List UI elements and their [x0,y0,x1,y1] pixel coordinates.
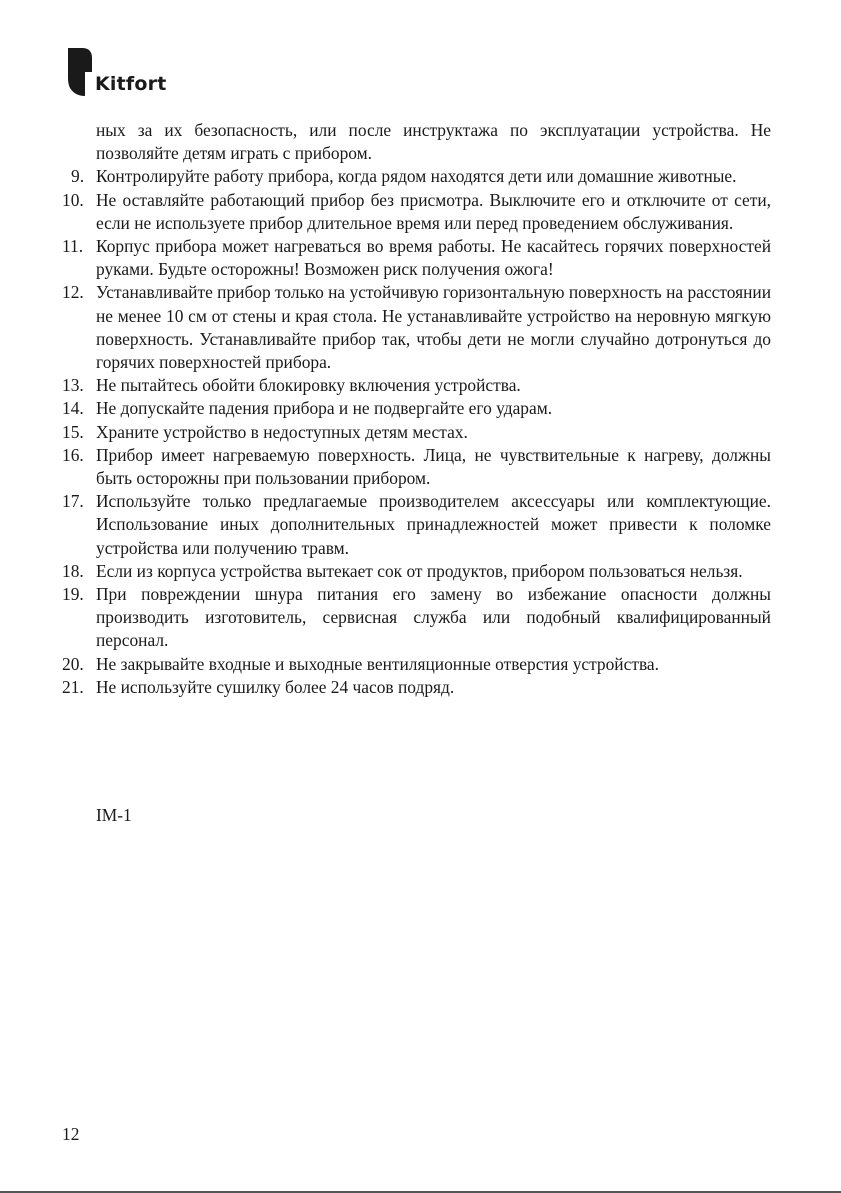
instruction-list [62,165,771,699]
item-text: Не допускайте падения прибора и не подвергайте его ударам. [96,398,553,419]
item-text: Не используйте сушилку более 24 часов подряд. [96,676,455,697]
item-text: Используйте только предлагаемые производителем аксессуары или комплектующие. Использование иных дополнительных принадлежностей может привести к поломке устройства или получению травм. [96,491,771,558]
item-number: 9. [71,166,85,187]
intro-paragraph: ных за их безопасность, или после инструктажа по эксплуатации устройства. Не позволяйте детям играть с прибором. [96,120,771,164]
list-item [62,235,771,281]
list-item [62,397,771,420]
brand-logo [68,48,188,96]
item-text: Контролируйте работу прибора, когда рядом находятся дети или домашние животные. [96,166,737,187]
item-number: 12. [62,282,84,303]
item-text: Прибор имеет нагреваемую поверхность. Лица, не чувствительные к нагреву, должны быть осторожны при пользовании прибором. [96,444,771,489]
list-item [62,490,771,560]
list-item [62,374,771,397]
item-number: 19. [62,584,84,605]
item-number: 15. [62,421,84,442]
item-text: Не закрывайте входные и выходные вентиляционные отверстия устройства. [96,653,659,674]
item-text: Храните устройство в недоступных детям местах. [96,421,468,442]
item-number: 18. [62,560,84,581]
item-number: 20. [62,653,84,674]
list-item [62,189,771,235]
list-item [62,676,771,699]
item-text: Не оставляйте работающий прибор без присмотра. Выключите его и отключите от сети, если не используете прибор длительное время или перед проведением обслуживания. [96,189,771,233]
list-item [62,653,771,676]
list-item [62,421,771,444]
list-item [62,444,771,490]
item-number: 14. [62,398,84,419]
item-number: 17. [62,491,84,512]
item-text: Корпус прибора может нагреваться во время работы. Не касайтесь горячих поверхностей руками. Будьте осторожны! Возможен риск получения ожога! [96,236,771,280]
item-text: Не пытайтесь обойти блокировку включения устройства. [96,375,521,396]
list-item [62,560,771,583]
item-number: 10. [62,189,84,210]
brand-name: Kitfort [95,73,167,95]
item-text: При повреждении шнура питания его замену во избежание опасности должны производить изготовитель, сервисная служба или подобный квалифицированный персонал. [96,584,771,651]
list-item [62,281,771,374]
document-code: IM-1 [96,805,132,825]
item-text: Если из корпуса устройства вытекает сок от продуктов, прибором пользоваться нельзя. [96,560,743,581]
item-number: 11. [62,236,84,257]
list-item [62,583,771,653]
item-number: 21. [62,676,84,697]
kitfort-logo-mark-icon [68,48,92,96]
page-number: 12 [62,1124,80,1144]
item-number: 13. [62,375,84,396]
list-item [62,165,771,188]
item-text: Устанавливайте прибор только на устойчивую горизонтальную поверхность на расстоянии не менее 10 см от стены и края стола. Не устанавливайте устройство на неровную мягкую поверхность. Устанавливайте прибор так, чтобы дети не могли случайно дотронуться до горячих поверхностей прибора. [96,282,771,373]
item-number: 16. [62,444,84,465]
safety-instructions [62,119,771,699]
